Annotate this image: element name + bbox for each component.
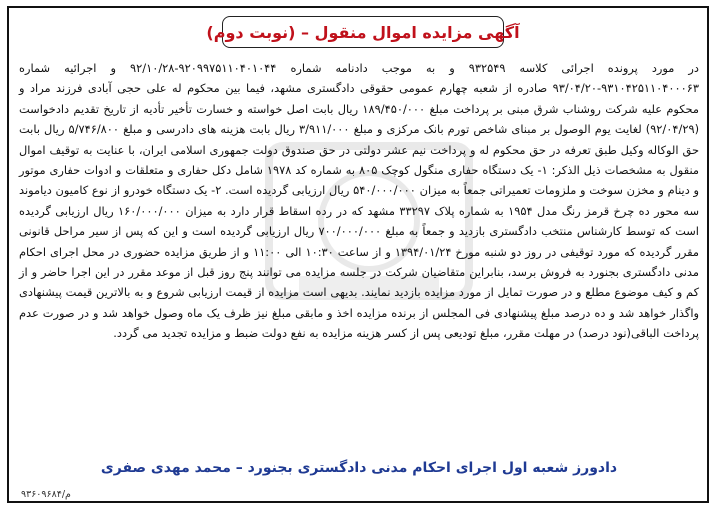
notice-frame	[7, 6, 709, 503]
title-box	[206, 16, 520, 48]
notice-signature: دادورز شعبه اول اجرای احکام مدنی دادگستری بجنورد – محمد مهدی صفری	[100, 460, 618, 476]
notice-body: در مورد پرونده اجرائی کلاسه ۹۳۲۵۴۹ و به موجب دادنامه شماره ۹۲۰۹۹۷۵۱۱۰۴۰۱۰۴۴-۹۲/۱۰/۲۸ و اجرائیه شماره ۹۳۱۰۴۲۵۱۱۰۴۰۰۰۶۳-۹۳/۰۴/۲۰ صادره از شعبه چهارم عمومی حقوقی دادگستری مشهد، فیما بین محکوم له علی حجی آبادی فرزند مراد و محکوم علیه شرکت روشناب شرق مبنی بر پرداخت مبلغ ۱۸۹/۴۵۰/۰۰۰ ریال بابت اصل خواسته و خسارت تأخیر تأدیه از تاریخ تقدیم دادخواست (۹۲/۰۴/۲۹) لغایت یوم الوصول بر مبنای شاخص تورم بانک مرکزی و مبلغ ۳/۹۱۱/۰۰۰ ریال بابت هزینه های دادرسی و مبلغ ۵/۷۴۶/۸۰۰ ریال بابت حق الوکاله وکیل طبق تعرفه در حق محکوم له و پرداخت نیم عشر دولتی در حق صندوق دولت جمهوری اسلامی ایران، با عنایت به توقیف اموال منقول به مشخصات ذیل الذکر: ۱- یک دستگاه حفاری منگول کوچک ۸۰۵ به شماره کد ۱۹۷۸ شامل دکل حفاری و متعلقات و ادوات حفاری موتور و دینام و مخزن سوخت و ملزومات تعمیراتی جمعاً به میزان ۵۴۰/۰۰۰/۰۰۰ ریال ارزیابی گردیده است. ۲- یک دستگاه خودرو از نوع کامیون دیاموند سه محور ده چرخ قرمز رنگ مدل ۱۹۵۴ به شماره پلاک ۳۳۲۹۷ مشهد که در رده اسقاط قرار دارد به میزان ۱۶۰/۰۰۰/۰۰۰ ریال ارزیابی گردیده است که توسط کارشناس منتخب دادگستری بازدید و جمعاً به مبلغ ۷۰۰/۰۰۰/۰۰۰ ریال ارزیابی گردیده است و این که پس از سیر مراحل قانونی مقرر گردیده که مورد توقیفی در روز دو شنبه مورخ ۱۳۹۴/۰۱/۲۴ و از ساعت ۱۰:۳۰ الی ۱۱:۰۰ و از طریق مزایده حضوری در محل اجرای احکام مدنی دادگستری بجنورد به فروش برسد، بنابراین متقاضیان شرکت در جلسه مزایده می توانند پنج روز قبل از موعد مقرر در این اجرا حاضر و از کم و کیف موضوع مطلع و در صورت تمایل از مورد مزایده بازدید نمایند. بدیهی است مزایده از قیمت ارزیابی شروع و به بالاترین قیمت پیشنهادی واگذار خواهد شد و ده درصد مبلغ پیشنهادی فی المجلس از برنده مزایده اخذ و مابقی مبلغ نیز ظرف یک ماه وصول خواهد شد و در صورت عدم پرداخت الباقی(نود درصد) در مهلت مقرر، مبلغ تودیعی پس از کسر هزینه مزایده به نفع دولت ضبط و مزایده تجدید می گردد.	[19, 61, 700, 341]
notice-title: آگهی مزایده اموال منقول – (نوبت دوم)	[206, 22, 520, 42]
reference-code: م/۹۳۶۰۹۶۸۴	[21, 489, 71, 500]
